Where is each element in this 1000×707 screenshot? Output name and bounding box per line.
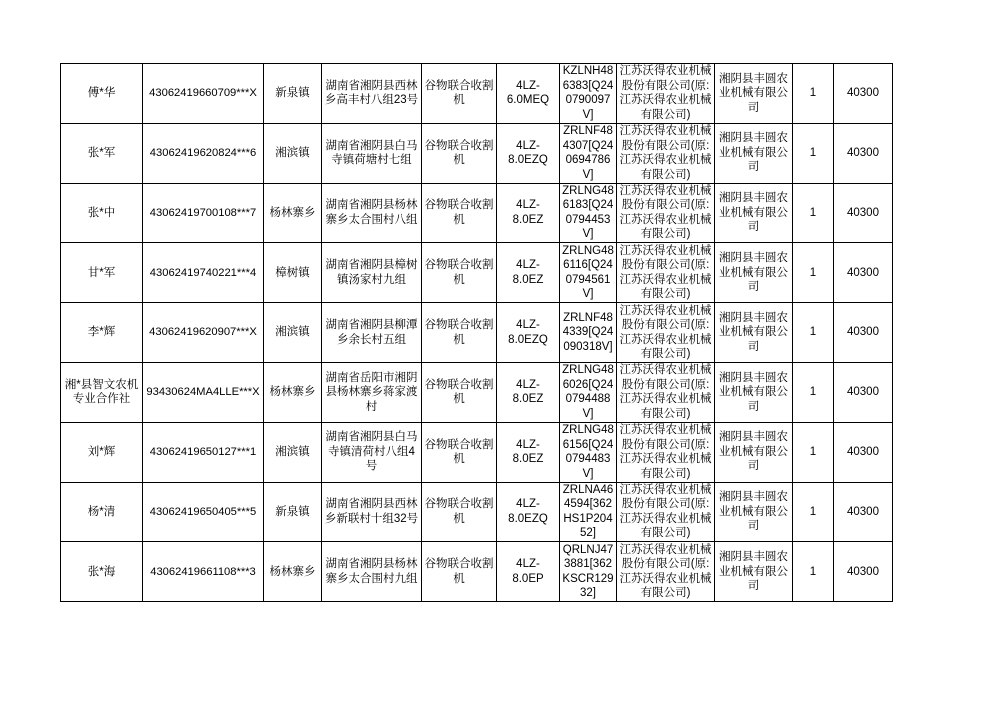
serial-number-cell: ZRLNF484307[Q240694786V]: [560, 123, 617, 183]
manufacturer-cell: 江苏沃得农业机械股份有限公司(原:江苏沃得农业机械有限公司): [617, 422, 715, 482]
town-cell: 新泉镇: [264, 64, 322, 124]
address-cell: 湖南省湘阴县白马寺镇清荷村八组4号: [322, 422, 422, 482]
model-cell: 4LZ-8.0EZ: [497, 183, 560, 243]
quantity-cell: 1: [793, 482, 834, 542]
machine-type-cell: 谷物联合收割机: [422, 482, 497, 542]
amount-cell: 40300: [834, 303, 893, 363]
quantity-cell: 1: [793, 123, 834, 183]
quantity-cell: 1: [793, 183, 834, 243]
town-cell: 湘滨镇: [264, 422, 322, 482]
serial-number-cell: ZRLNA464594[362HS1P20452]: [560, 482, 617, 542]
town-cell: 杨林寨乡: [264, 362, 322, 422]
table-row: [61, 303, 893, 363]
table-row: [61, 123, 893, 183]
amount-cell: 40300: [834, 422, 893, 482]
id-number-cell: 43062419660709***X: [143, 64, 264, 124]
machine-type-cell: 谷物联合收割机: [422, 542, 497, 602]
address-cell: 湖南省湘阴县柳潭乡余长村五组: [322, 303, 422, 363]
address-cell: 湖南省湘阴县杨林寨乡太合围村九组: [322, 542, 422, 602]
id-number-cell: 43062419620907***X: [143, 303, 264, 363]
address-cell: 湖南省湘阴县西林乡高丰村八组23号: [322, 64, 422, 124]
town-cell: 新泉镇: [264, 482, 322, 542]
id-number-cell: 43062419650405***5: [143, 482, 264, 542]
address-cell: 湖南省湘阴县白马寺镇荷塘村七组: [322, 123, 422, 183]
amount-cell: 40300: [834, 64, 893, 124]
dealer-cell: 湘阴县丰圆农业机械有限公司: [715, 362, 793, 422]
machine-type-cell: 谷物联合收割机: [422, 123, 497, 183]
id-number-cell: 43062419620824***6: [143, 123, 264, 183]
model-cell: 4LZ-8.0EZQ: [497, 303, 560, 363]
serial-number-cell: ZRLNG486116[Q240794561V]: [560, 243, 617, 303]
table-row: [61, 482, 893, 542]
owner-name-cell: 刘*辉: [61, 422, 143, 482]
manufacturer-cell: 江苏沃得农业机械股份有限公司(原:江苏沃得农业机械有限公司): [617, 542, 715, 602]
id-number-cell: 43062419740221***4: [143, 243, 264, 303]
id-number-cell: 43062419700108***7: [143, 183, 264, 243]
id-number-cell: 43062419650127***1: [143, 422, 264, 482]
model-cell: 4LZ-8.0EZ: [497, 243, 560, 303]
owner-name-cell: 李*辉: [61, 303, 143, 363]
serial-number-cell: KZLNH486383[Q240790097V]: [560, 64, 617, 124]
town-cell: 湘滨镇: [264, 303, 322, 363]
dealer-cell: 湘阴县丰圆农业机械有限公司: [715, 303, 793, 363]
dealer-cell: 湘阴县丰圆农业机械有限公司: [715, 422, 793, 482]
table-row: [61, 183, 893, 243]
manufacturer-cell: 江苏沃得农业机械股份有限公司(原:江苏沃得农业机械有限公司): [617, 64, 715, 124]
id-number-cell: 43062419661108***3: [143, 542, 264, 602]
serial-number-cell: ZRLNG486156[Q240794483V]: [560, 422, 617, 482]
serial-number-cell: ZRLNG486183[Q240794453V]: [560, 183, 617, 243]
town-cell: 杨林寨乡: [264, 183, 322, 243]
machine-type-cell: 谷物联合收割机: [422, 422, 497, 482]
manufacturer-cell: 江苏沃得农业机械股份有限公司(原:江苏沃得农业机械有限公司): [617, 183, 715, 243]
document-sheet: [60, 63, 893, 602]
serial-number-cell: ZRLNG486026[Q240794488V]: [560, 362, 617, 422]
model-cell: 4LZ-8.0EZQ: [497, 482, 560, 542]
id-number-cell: 93430624MA4LLE***X: [143, 362, 264, 422]
manufacturer-cell: 江苏沃得农业机械股份有限公司(原:江苏沃得农业机械有限公司): [617, 482, 715, 542]
dealer-cell: 湘阴县丰圆农业机械有限公司: [715, 123, 793, 183]
owner-name-cell: 甘*军: [61, 243, 143, 303]
town-cell: 樟树镇: [264, 243, 322, 303]
serial-number-cell: ZRLNF484339[Q24090318V]: [560, 303, 617, 363]
table-row: [61, 362, 893, 422]
model-cell: 4LZ-8.0EP: [497, 542, 560, 602]
machine-type-cell: 谷物联合收割机: [422, 303, 497, 363]
table-row: [61, 422, 893, 482]
serial-number-cell: QRLNJ473881[362KSCR12932]: [560, 542, 617, 602]
dealer-cell: 湘阴县丰圆农业机械有限公司: [715, 482, 793, 542]
amount-cell: 40300: [834, 482, 893, 542]
amount-cell: 40300: [834, 183, 893, 243]
machine-type-cell: 谷物联合收割机: [422, 362, 497, 422]
address-cell: 湖南省湘阴县西林乡新联村十组32号: [322, 482, 422, 542]
manufacturer-cell: 江苏沃得农业机械股份有限公司(原:江苏沃得农业机械有限公司): [617, 362, 715, 422]
address-cell: 湖南省岳阳市湘阴县杨林寨乡蒋家渡村: [322, 362, 422, 422]
town-cell: 杨林寨乡: [264, 542, 322, 602]
machine-type-cell: 谷物联合收割机: [422, 243, 497, 303]
model-cell: 4LZ-8.0EZ: [497, 422, 560, 482]
owner-name-cell: 湘*县智文农机专业合作社: [61, 362, 143, 422]
model-cell: 4LZ-8.0EZQ: [497, 123, 560, 183]
quantity-cell: 1: [793, 542, 834, 602]
model-cell: 4LZ-6.0MEQ: [497, 64, 560, 124]
quantity-cell: 1: [793, 64, 834, 124]
owner-name-cell: 张*海: [61, 542, 143, 602]
dealer-cell: 湘阴县丰圆农业机械有限公司: [715, 183, 793, 243]
owner-name-cell: 张*军: [61, 123, 143, 183]
address-cell: 湖南省湘阴县杨林寨乡太合围村八组: [322, 183, 422, 243]
manufacturer-cell: 江苏沃得农业机械股份有限公司(原:江苏沃得农业机械有限公司): [617, 123, 715, 183]
quantity-cell: 1: [793, 422, 834, 482]
machine-type-cell: 谷物联合收割机: [422, 183, 497, 243]
amount-cell: 40300: [834, 542, 893, 602]
table-body: [61, 64, 893, 602]
quantity-cell: 1: [793, 362, 834, 422]
quantity-cell: 1: [793, 303, 834, 363]
records-table: [60, 63, 893, 602]
amount-cell: 40300: [834, 362, 893, 422]
owner-name-cell: 杨*清: [61, 482, 143, 542]
owner-name-cell: 张*中: [61, 183, 143, 243]
dealer-cell: 湘阴县丰圆农业机械有限公司: [715, 542, 793, 602]
model-cell: 4LZ-8.0EZ: [497, 362, 560, 422]
table-row: [61, 64, 893, 124]
manufacturer-cell: 江苏沃得农业机械股份有限公司(原:江苏沃得农业机械有限公司): [617, 303, 715, 363]
amount-cell: 40300: [834, 243, 893, 303]
owner-name-cell: 傅*华: [61, 64, 143, 124]
town-cell: 湘滨镇: [264, 123, 322, 183]
quantity-cell: 1: [793, 243, 834, 303]
address-cell: 湖南省湘阴县樟树镇汤家村九组: [322, 243, 422, 303]
amount-cell: 40300: [834, 123, 893, 183]
table-row: [61, 542, 893, 602]
dealer-cell: 湘阴县丰圆农业机械有限公司: [715, 243, 793, 303]
manufacturer-cell: 江苏沃得农业机械股份有限公司(原:江苏沃得农业机械有限公司): [617, 243, 715, 303]
machine-type-cell: 谷物联合收割机: [422, 64, 497, 124]
dealer-cell: 湘阴县丰圆农业机械有限公司: [715, 64, 793, 124]
table-row: [61, 243, 893, 303]
